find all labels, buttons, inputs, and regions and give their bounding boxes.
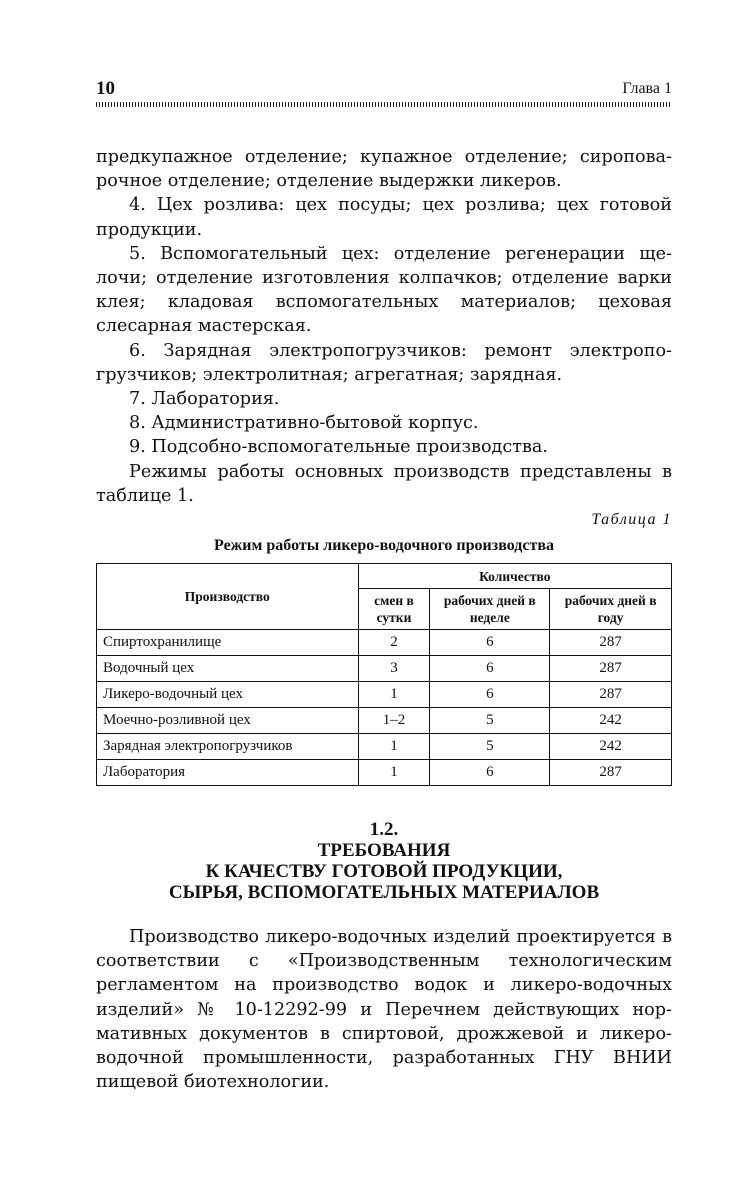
section-body [96, 925, 672, 1094]
cell-production: Моечно-розливной цех [97, 708, 359, 734]
paragraph: 5. Вспомогательный цех: отделение регенерации щелочи; отделение изготовления колпачков; отделение варки клея; кладовая вспомогательных материалов; цеховая слесарная мастерская. [96, 243, 672, 337]
table-row [97, 708, 672, 734]
cell-shifts: 2 [358, 630, 430, 656]
cell-days-year: 287 [550, 760, 672, 786]
section-title-line: ТРЕБОВАНИЯ [317, 840, 451, 861]
table-row [97, 630, 672, 656]
paragraph: 9. Подсобно-вспомогательные производства. [129, 437, 548, 458]
cell-production: Лаборатория [97, 760, 359, 786]
running-header [96, 78, 672, 100]
cell-shifts: 3 [358, 656, 430, 682]
body-text [96, 145, 672, 508]
page-number: 10 [96, 78, 115, 99]
paragraph: 4. Цех розлива: цех посуды; цех розлива; цех готовой продукции. [96, 195, 672, 240]
cell-production: Зарядная электропогрузчиков [97, 734, 359, 760]
cell-days-year: 287 [550, 630, 672, 656]
cell-production: Ликеро-водочный цех [97, 682, 359, 708]
section-number: 1.2. [369, 819, 399, 840]
table-row [97, 656, 672, 682]
cell-days-year: 242 [550, 708, 672, 734]
paragraph: 6. Зарядная электропогрузчиков: ремонт электропогрузчиков; электролитная; агрегатная; зарядная. [96, 340, 672, 385]
section-title-line: СЫРЬЯ, ВСПОМОГАТЕЛЬНЫХ МАТЕРИАЛОВ [168, 882, 600, 903]
paragraph: Режимы работы основных производств представлены в таблице 1. [96, 461, 672, 506]
header-production: Производство [97, 564, 359, 630]
cell-days-week: 6 [430, 682, 550, 708]
cell-days-year: 287 [550, 682, 672, 708]
cell-shifts: 1 [358, 734, 430, 760]
cell-days-week: 5 [430, 708, 550, 734]
table-caption: Таблица 1 [591, 511, 672, 528]
header-days-week: рабочих дней в неделе [430, 589, 550, 630]
paragraph: Производство ликеро-водочных изделий проектируется в соответствии с «Производственным технологическим регламентом на производство водок и ликеро-водочных изделий» № 10-12292-99 и Перечнем действующих нормативных документов в спиртовой, дрожжевой и ликероводочной промышленности, разработанных ГНУ ВНИИ пищевой биотехнологии. [96, 927, 672, 1093]
paragraph: 7. Лаборатория. [129, 389, 280, 410]
cell-shifts: 1 [358, 682, 430, 708]
cell-days-week: 6 [430, 656, 550, 682]
cell-shifts: 1–2 [358, 708, 430, 734]
chapter-label: Глава 1 [622, 80, 672, 97]
cell-days-year: 287 [550, 656, 672, 682]
cell-production: Водочный цех [97, 656, 359, 682]
header-rule [96, 102, 672, 107]
cell-days-week: 5 [430, 734, 550, 760]
cell-days-year: 242 [550, 734, 672, 760]
table-title: Режим работы ликеро-водочного производства [214, 537, 554, 554]
section-heading [96, 819, 672, 903]
cell-days-week: 6 [430, 760, 550, 786]
header-quantity: Количество [358, 564, 671, 589]
work-schedule-table [96, 563, 672, 786]
header-shifts: смен в сутки [358, 589, 430, 630]
cell-shifts: 1 [358, 760, 430, 786]
header-days-year: рабочих дней в году [550, 589, 672, 630]
table-row [97, 760, 672, 786]
cell-production: Спиртохранилище [97, 630, 359, 656]
table-row [97, 682, 672, 708]
paragraph: 8. Административно-бытовой корпус. [129, 413, 479, 434]
cell-days-week: 6 [430, 630, 550, 656]
paragraph: предкупажное отделение; купажное отделение; сироповарочное отделение; отделение выдержки ликеров. [96, 147, 672, 192]
table-row [97, 734, 672, 760]
section-title-line: К КАЧЕСТВУ ГОТОВОЙ ПРОДУКЦИИ, [205, 861, 563, 882]
